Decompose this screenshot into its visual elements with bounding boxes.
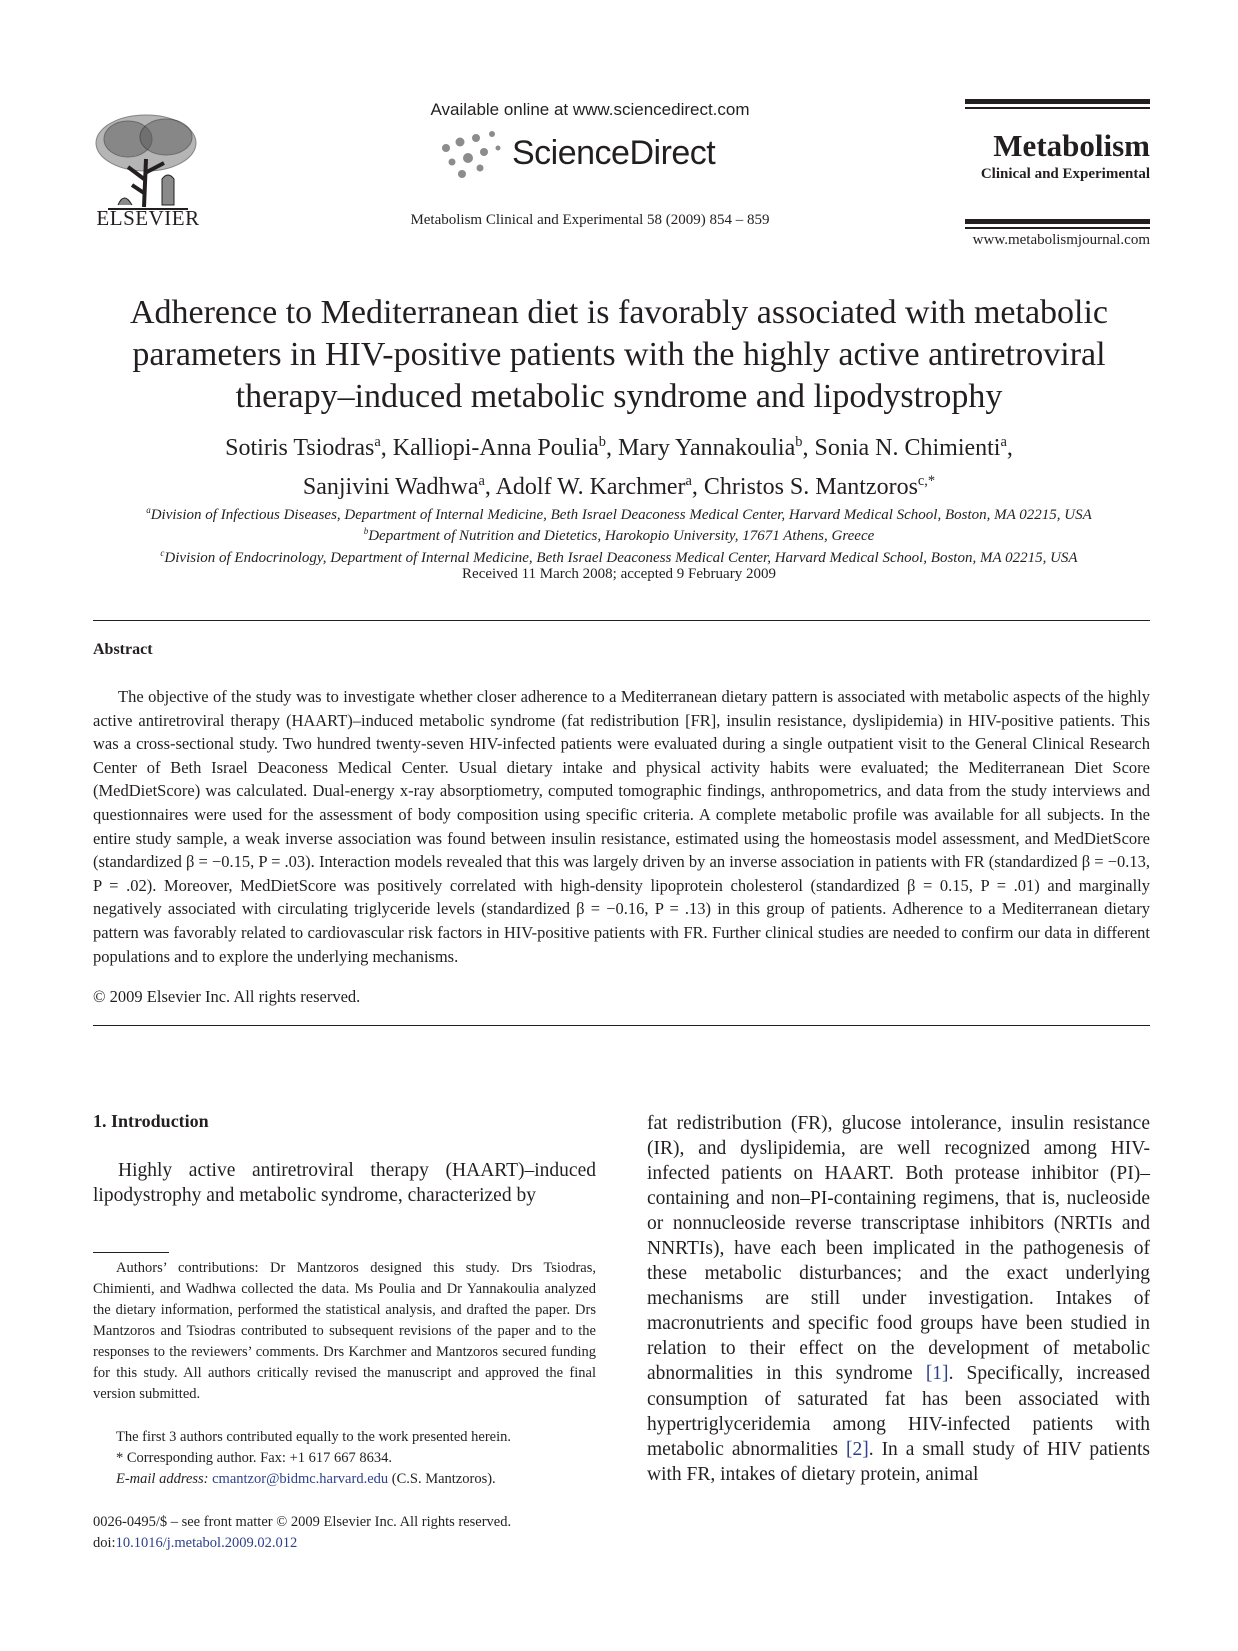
journal-name: Metabolism: [993, 128, 1150, 163]
author-affiliation-mark: a: [1000, 434, 1007, 450]
author-separator: ,: [484, 474, 496, 500]
author-name: Kalliopi-Anna Poulia: [392, 435, 599, 461]
author-separator: ,: [380, 435, 393, 461]
affiliation-a: $^a$Division of Infectious Diseases, Department of Internal Medicine, Beth Israel Deaconess Medical Center, Harvard Medical School, Boston, MA 02215, USA: [146, 505, 1092, 523]
author-line-2: [80, 465, 1158, 504]
author-name: Christos S. Mantzoros: [703, 474, 918, 500]
affiliation-c: $^c$Division of Endocrinology, Department of Internal Medicine, Beth Israel Deaconess Medical Center, Harvard Medical School, Boston, MA 02215, USA: [160, 548, 1078, 566]
abstract-copyright: © 2009 Elsevier Inc. All rights reserved.: [93, 987, 361, 1006]
author-name: Adolf W. Karchmer: [495, 474, 686, 500]
reference-link-2[interactable]: [2]: [845, 1438, 869, 1460]
masthead-rule: [965, 219, 1150, 224]
author-separator: ,: [691, 474, 704, 500]
author-name: Sonia N. Chimienti: [814, 435, 1001, 461]
masthead-rule: [965, 99, 1150, 104]
divider: [93, 620, 1150, 621]
abstract-heading: Abstract: [93, 641, 153, 658]
article-title: Adherence to Mediterranean diet is favorably associated with metabolic parameters in HIV-positive patients with the highly active antiretroviral therapy–induced metabolic syndrome and lipodystrophy: [129, 294, 1109, 415]
author-affiliation-mark: a: [685, 473, 692, 489]
abstract-text: The objective of the study was to investigate whether closer adherence to a Mediterranean dietary pattern is associated with metabolic aspects of the highly active antiretroviral therapy (HAART)–induced metabolic syndrome (fat redistribution [FR], insulin resistance, dyslipidemia) in HIV-positive patients. This was a cross-sectional study. Two hundred twenty-seven HIV-infected patients were evaluated during a single outpatient visit to the General Clinical Research Center of Beth Israel Deaconess Medical Center. Usual dietary intake and physical activity habits were evaluated; the Mediterranean Diet Score (MedDietScore) was calculated. Dual-energy x-ray absorptiometry, computed tomographic findings, anthropometrics, and data from the study interviews and questionnaires were used for the assessment of body composition using specific criteria. A complete metabolic profile was available for all subjects. In the entire study sample, a weak inverse association was found between insulin resistance, estimated using the homeostasis model assessment, and MedDietScore (standardized β = −0.15, P = .03). Interaction models revealed that this was largely driven by an inverse association in patients with FR (standardized β = −0.13, P = .02). Moreover, MedDietScore was positively correlated with high-density lipoprotein cholesterol (standardized β = 0.15, P = .01) and marginally negatively associated with circulating triglyceride levels (standardized β = −0.16, P = .13) in this group of patients. Adherence to a Mediterranean dietary pattern was favorably related to cardiovascular risk factors in HIV-positive patients with FR. Further clinical studies are needed to confirm our data in different populations and to explore the underlying mechanisms.: [93, 687, 1150, 966]
affiliation-b: $^b$Department of Nutrition and Dietetics, Harokopio University, 17671 Athens, Greece: [363, 526, 875, 544]
footnote-corresponding-author: * Corresponding author. Fax: +1 617 667 8634.: [116, 1450, 393, 1466]
author-affiliation-mark: b: [795, 434, 803, 450]
front-matter: [93, 1512, 596, 1554]
author-line-1: [80, 426, 1158, 465]
email-link[interactable]: cmantzor@bidmc.harvard.edu: [212, 1471, 389, 1487]
journal-url: www.metabolismjournal.com: [972, 232, 1150, 248]
author-separator: ,: [1006, 435, 1013, 461]
issn-line: 0026-0495/$ – see front matter © 2009 Elsevier Inc. All rights reserved.: [93, 1514, 512, 1530]
author-list: [80, 426, 1158, 504]
author-name: Sanjivini Wadhwa: [302, 474, 479, 500]
email-label: E-mail address:: [116, 1471, 209, 1487]
footnote-equal-contribution: The first 3 authors contributed equally to the work presented herein.: [116, 1429, 512, 1445]
section-heading-introduction: 1. Introduction: [93, 1111, 209, 1131]
journal-reference: Metabolism Clinical and Experimental 58 (2009) 854 – 859: [410, 212, 770, 228]
received-dates: Received 11 March 2008; accepted 9 February 2009: [462, 566, 776, 582]
masthead-rule: [965, 107, 1150, 109]
author-separator: ,: [802, 435, 815, 461]
author-affiliation-mark: a: [478, 473, 485, 489]
doi-line: doi:10.1016/j.metabol.2009.02.012: [93, 1535, 298, 1551]
footnote-rule: [93, 1252, 169, 1253]
introduction-left-text: Highly active antiretroviral therapy (HAART)–induced lipodystrophy and metabolic syndrome, characterized by: [93, 1160, 596, 1206]
doi-link[interactable]: 10.1016/j.metabol.2009.02.012: [115, 1535, 298, 1551]
author-affiliation-mark: b: [598, 434, 606, 450]
sciencedirect-wordmark: ScienceDirect: [512, 134, 716, 172]
publisher-name: ELSEVIER: [96, 206, 200, 230]
divider: [93, 1025, 1150, 1026]
reference-link-1[interactable]: [1]: [925, 1363, 949, 1385]
email-suffix: (C.S. Mantzoros).: [388, 1471, 496, 1487]
author-separator: ,: [605, 435, 618, 461]
footnote-contributions: Authors’ contributions: Dr Mantzoros designed this study. Drs Tsiodras, Chimienti, and Wadhwa collected the data. Ms Poulia and Dr Yannakoulia analyzed the dietary information, performed the statistical analysis, and drafted the paper. Drs Mantzoros and Tsiodras contributed to subsequent revisions of the paper and to the responses to the reviewers’ comments. Drs Karchmer and Mantzoros secured funding for this study. All authors critically revised the manuscript and approved the final version submitted.: [93, 1260, 596, 1402]
introduction-right-text: fat redistribution (FR), glucose intolerance, insulin resistance (IR), and dyslipidemia, are well recognized among HIV-infected patients on HAART. Both protease inhibitor (PI)–containing and non–PI-containing regimens, that is, nucleoside or nonnucleoside reverse transcriptase inhibitors (NRTIs and NNRTIs), have each been implicated in the pathogenesis of these metabolic disturbances; and the exact underlying mechanisms are still under investigation. Intakes of macronutrients and specific food groups have been studied in relation to their effect on the development of metabolic abnormalities in this syndrome [1]. Specifically, increased consumption of saturated fat has been associated with hypertriglyceridemia among HIV-infected patients with metabolic abnormalities [2]. In a small study of HIV patients with FR, intakes of dietary protein, animal: [647, 1113, 1151, 1485]
masthead-rule: [965, 227, 1150, 229]
available-online-text: Available online at www.sciencedirect.com: [430, 100, 750, 119]
author-name: Mary Yannakoulia: [617, 435, 796, 461]
author-affiliation-mark: c,*: [917, 473, 936, 489]
author-affiliation-mark: a: [374, 434, 381, 450]
journal-subtitle: Clinical and Experimental: [980, 166, 1150, 182]
author-name: Sotiris Tsiodras: [225, 435, 375, 461]
footnote-email: [93, 1469, 596, 1490]
